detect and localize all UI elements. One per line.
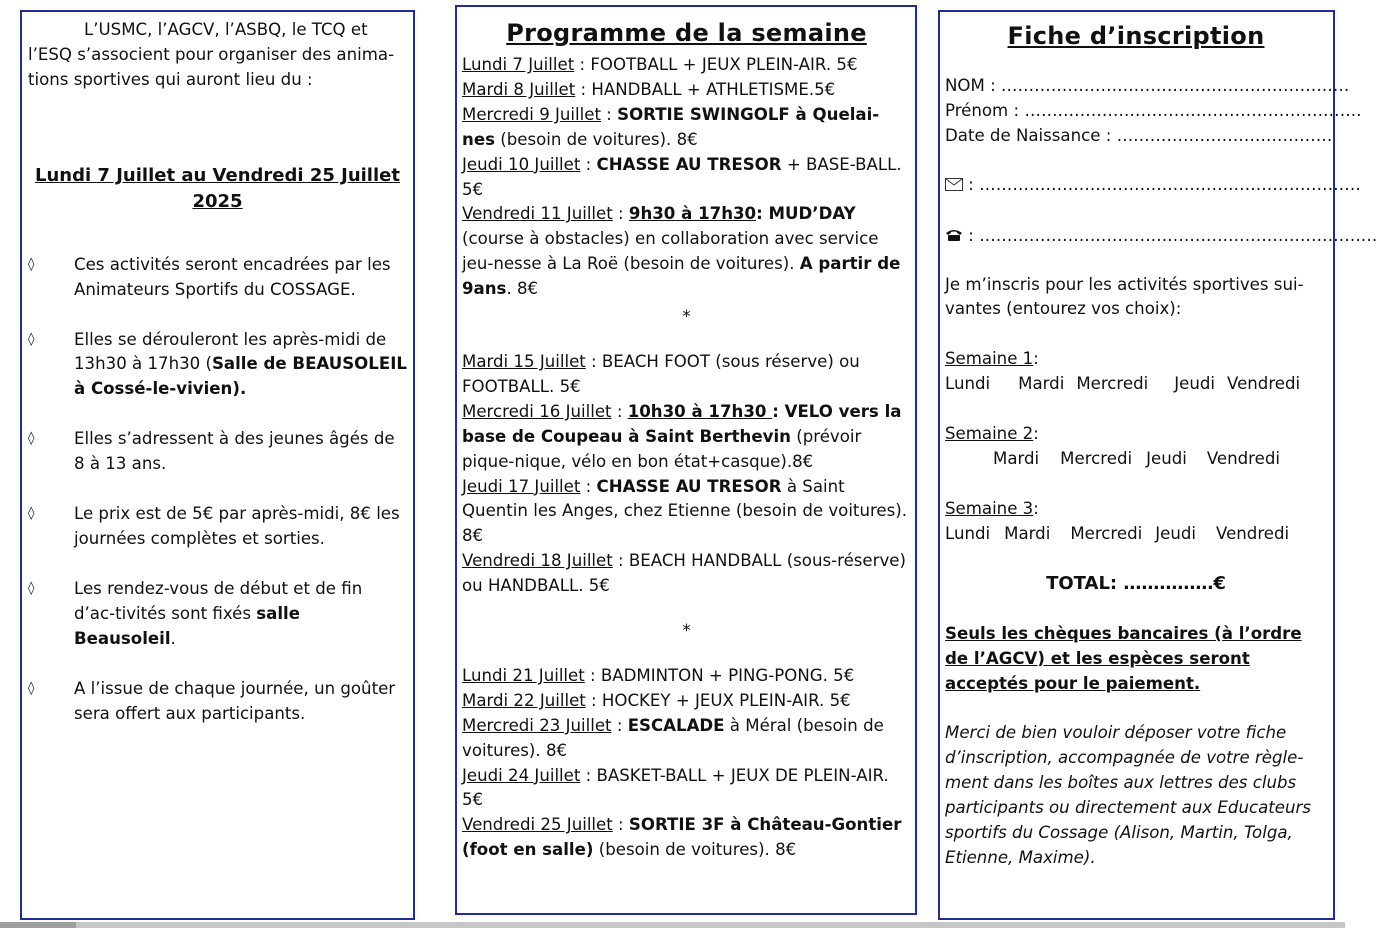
payment-notice: Seuls les chèques bancaires (à l’ordre de l’AGCV) et les espèces seront acceptés pour le paiement. <box>945 623 1302 693</box>
closing-text: Merci de bien vouloir déposer votre fiche d’inscription, accompagnée de votre règle-ment dans les boîtes aux lettres des clubs participants ou directement aux Educateurs sportifs du Cossage (Alison, Martin, Tolga, Etienne, Maxime). <box>945 723 1311 867</box>
phone-field[interactable] <box>945 224 1377 249</box>
schedule-activity: SORTIE SWINGOLF à Quelai-nes <box>462 104 880 149</box>
schedule-colon: : <box>612 204 629 224</box>
list-item-text: . <box>170 628 176 648</box>
day-option[interactable]: Lundi <box>945 523 991 543</box>
schedule-day: Jeudi 17 Juillet <box>462 476 581 496</box>
diamond-icon: ◊ <box>28 680 35 696</box>
schedule-colon: : <box>611 715 628 735</box>
schedule-text: (prévoir pique-nique, vélo en bon état+casque).8€ <box>462 426 862 471</box>
schedule-text: : BASKET-BALL + JEUX DE PLEIN-AIR. 5€ <box>462 765 889 810</box>
diamond-icon: ◊ <box>28 431 35 447</box>
schedule-day: Jeudi 10 Juillet <box>462 154 581 174</box>
phone-icon <box>945 224 963 249</box>
schedule-day: Mercredi 23 Juillet <box>462 715 612 735</box>
list-item <box>28 427 407 477</box>
schedule-text: : BADMINTON + PING-PONG. 5€ <box>584 665 855 685</box>
schedule-time: 9h30 à 17h30 <box>628 204 757 224</box>
total-field[interactable]: TOTAL: ……………€ <box>1046 572 1226 594</box>
day-option[interactable]: Vendredi <box>1216 523 1290 543</box>
day-option[interactable]: Jeudi <box>1146 449 1187 469</box>
instruction-text: Je m’inscris pour les activités sportives sui-vantes (entourez vos choix): <box>945 274 1304 319</box>
form-title: Fiche d’inscription <box>1007 22 1265 50</box>
list-item-bold: Salle de BEAUSOLEIL à Cossé-le-vivien). <box>74 354 407 399</box>
left-panel <box>20 10 415 920</box>
nom-field[interactable]: NOM : ……………………………………………………… <box>945 76 1350 95</box>
day-option[interactable]: Lundi <box>945 374 991 394</box>
day-option[interactable]: Mercredi <box>1070 523 1143 543</box>
list-item <box>28 502 407 552</box>
schedule-entry <box>462 714 911 764</box>
week-label: Semaine 2: <box>945 424 1039 444</box>
day-option[interactable]: Mercredi <box>1060 449 1133 469</box>
schedule-day: Vendredi 25 Juillet <box>462 815 613 835</box>
schedule-text: (course à obstacles) en collaboration avec service jeu-nesse à La Roë (besoin de voitures). <box>462 229 879 274</box>
day-option[interactable]: Mardi <box>1018 374 1065 394</box>
week-label-text: Semaine 3 <box>945 498 1034 518</box>
diamond-icon: ◊ <box>28 506 35 522</box>
envelope-icon <box>945 173 963 198</box>
schedule-entry <box>462 549 911 599</box>
schedule-entry <box>462 400 911 475</box>
day-option[interactable]: Jeudi <box>1174 374 1215 394</box>
list-item-text: Ces activités seront encadrées par les Animateurs Sportifs du COSSAGE. <box>74 254 391 299</box>
list-item-text: A l’issue de chaque journée, un goûter sera offert aux participants. <box>74 678 396 723</box>
schedule-activity: CHASSE AU TRESOR <box>596 154 782 174</box>
schedule-activity: : VELO vers la base de Coupeau à Saint Berthevin <box>462 401 902 446</box>
right-panel <box>938 10 1377 920</box>
schedule-entry <box>462 689 911 714</box>
list-item-text: Elles s’adressent à des jeunes âgés de 8 à 13 ans. <box>74 429 395 474</box>
week-label-text: Semaine 1 <box>945 349 1034 369</box>
intro-text: L’USMC, l’AGCV, l’ASBQ, le TCQ et l’ESQ s’associent pour organiser des anima-tions sportives qui auront lieu du : <box>28 20 395 89</box>
schedule-day: Lundi 21 Juillet <box>462 665 585 685</box>
schedule-entry <box>462 475 911 550</box>
schedule-entry <box>462 764 911 814</box>
list-item <box>28 328 407 403</box>
schedule-day: Jeudi 24 Juillet <box>462 765 581 785</box>
schedule-text: (besoin de voitures). 8€ <box>494 129 698 149</box>
schedule-colon: : <box>580 476 597 496</box>
day-option[interactable]: Vendredi <box>1206 449 1280 469</box>
schedule-activity: SORTIE 3F à Château-Gontier (foot en salle) <box>462 815 902 860</box>
list-item-bold: salle Beausoleil <box>74 603 300 648</box>
day-option[interactable]: Jeudi <box>1155 523 1196 543</box>
week-separator: * <box>682 307 691 327</box>
schedule-text: : BEACH FOOT (sous réserve) ou FOOTBALL. 5€ <box>462 351 860 396</box>
schedule-entry <box>462 153 911 203</box>
schedule-text: . 8€ <box>506 279 539 299</box>
week-separator: * <box>682 621 691 641</box>
schedule-day: Vendredi 11 Juillet <box>462 204 613 224</box>
status-bar-segment <box>0 922 76 928</box>
schedule-colon: : <box>611 401 628 421</box>
day-option[interactable]: Vendredi <box>1227 374 1301 394</box>
schedule-text: : BEACH HANDBALL (sous-réserve) ou HANDBALL. 5€ <box>462 551 906 596</box>
schedule-entry <box>462 350 911 400</box>
info-list <box>28 253 407 727</box>
day-option[interactable]: Mardi <box>1004 523 1051 543</box>
schedule-text: à Saint Quentin les Anges, chez Etienne (besoin de voitures). 8€ <box>462 476 908 546</box>
list-item <box>28 577 407 652</box>
schedule-day: Mercredi 9 Juillet <box>462 104 601 124</box>
schedule-age: A partir de 9ans <box>462 254 901 299</box>
schedule-time: 10h30 à 17h30 <box>627 401 773 421</box>
week-label-text: Semaine 2 <box>945 424 1034 444</box>
schedule-entry <box>462 53 911 78</box>
diamond-icon: ◊ <box>28 331 35 347</box>
schedule-activity: : MUD’DAY <box>756 204 856 224</box>
schedule-text: : HANDBALL + ATHLETISME.5€ <box>575 79 836 99</box>
schedule-text: à Méral (besoin de voitures). 8€ <box>462 715 884 760</box>
schedule-entry <box>462 202 911 302</box>
day-option[interactable]: Mardi <box>993 449 1040 469</box>
week-label: Semaine 1: <box>945 349 1039 369</box>
schedule-activity: CHASSE AU TRESOR <box>596 476 782 496</box>
week-days <box>945 522 1327 547</box>
schedule-entry <box>462 813 911 863</box>
schedule-colon: : <box>580 154 597 174</box>
diamond-icon: ◊ <box>28 256 35 272</box>
schedule-activity: ESCALADE <box>627 715 725 735</box>
week-days <box>945 447 1327 472</box>
email-field[interactable] <box>945 173 1361 198</box>
prenom-field[interactable]: Prénom : ……………………………………………………. <box>945 100 1362 120</box>
programme-title: Programme de la semaine <box>506 19 867 47</box>
list-item-text: Elles se dérouleront les après-midi de 13h30 à 17h30 ( <box>74 329 387 374</box>
schedule-colon: : <box>612 815 629 835</box>
schedule-entry <box>462 78 911 103</box>
schedule-colon: : <box>600 104 618 124</box>
list-item-text: Les rendez-vous de début et de fin d’ac-tivités sont fixés <box>74 578 363 623</box>
list-item <box>28 253 407 303</box>
week-label: Semaine 3: <box>945 498 1039 518</box>
middle-panel <box>455 5 917 915</box>
schedule-text: : FOOTBALL + JEUX PLEIN-AIR. 5€ <box>574 55 858 74</box>
phone-line: : ……………………………………………………………… <box>963 225 1377 245</box>
schedule-day: Vendredi 18 Juillet <box>462 551 613 571</box>
list-item-text: Le prix est de 5€ par après-midi, 8€ les journées complètes et sorties. <box>74 504 400 548</box>
schedule-day: Mardi 8 Juillet <box>462 79 576 99</box>
schedule-text: (besoin de voitures). 8€ <box>593 840 797 860</box>
schedule-day: Lundi 7 Juillet <box>462 55 575 74</box>
email-line: : …………………………………………………………… <box>963 174 1361 194</box>
status-bar <box>0 922 1345 928</box>
list-item <box>28 677 407 727</box>
birthdate-field[interactable]: Date de Naissance : ………………………………… <box>945 125 1333 145</box>
week-days <box>945 372 1327 397</box>
diamond-icon: ◊ <box>28 580 35 596</box>
day-option[interactable]: Mercredi <box>1076 374 1149 394</box>
schedule-day: Mardi 15 Juillet <box>462 351 586 371</box>
schedule-entry <box>462 103 911 153</box>
schedule-text: : HOCKEY + JEUX PLEIN-AIR. 5€ <box>585 690 851 710</box>
event-dates: Lundi 7 Juillet au Vendredi 25 Juillet 2025 <box>35 164 400 212</box>
schedule-day: Mercredi 16 Juillet <box>462 401 612 421</box>
schedule-day: Mardi 22 Juillet <box>462 690 586 710</box>
schedule-text: + BASE-BALL. 5€ <box>462 154 902 199</box>
schedule-entry <box>462 664 911 689</box>
